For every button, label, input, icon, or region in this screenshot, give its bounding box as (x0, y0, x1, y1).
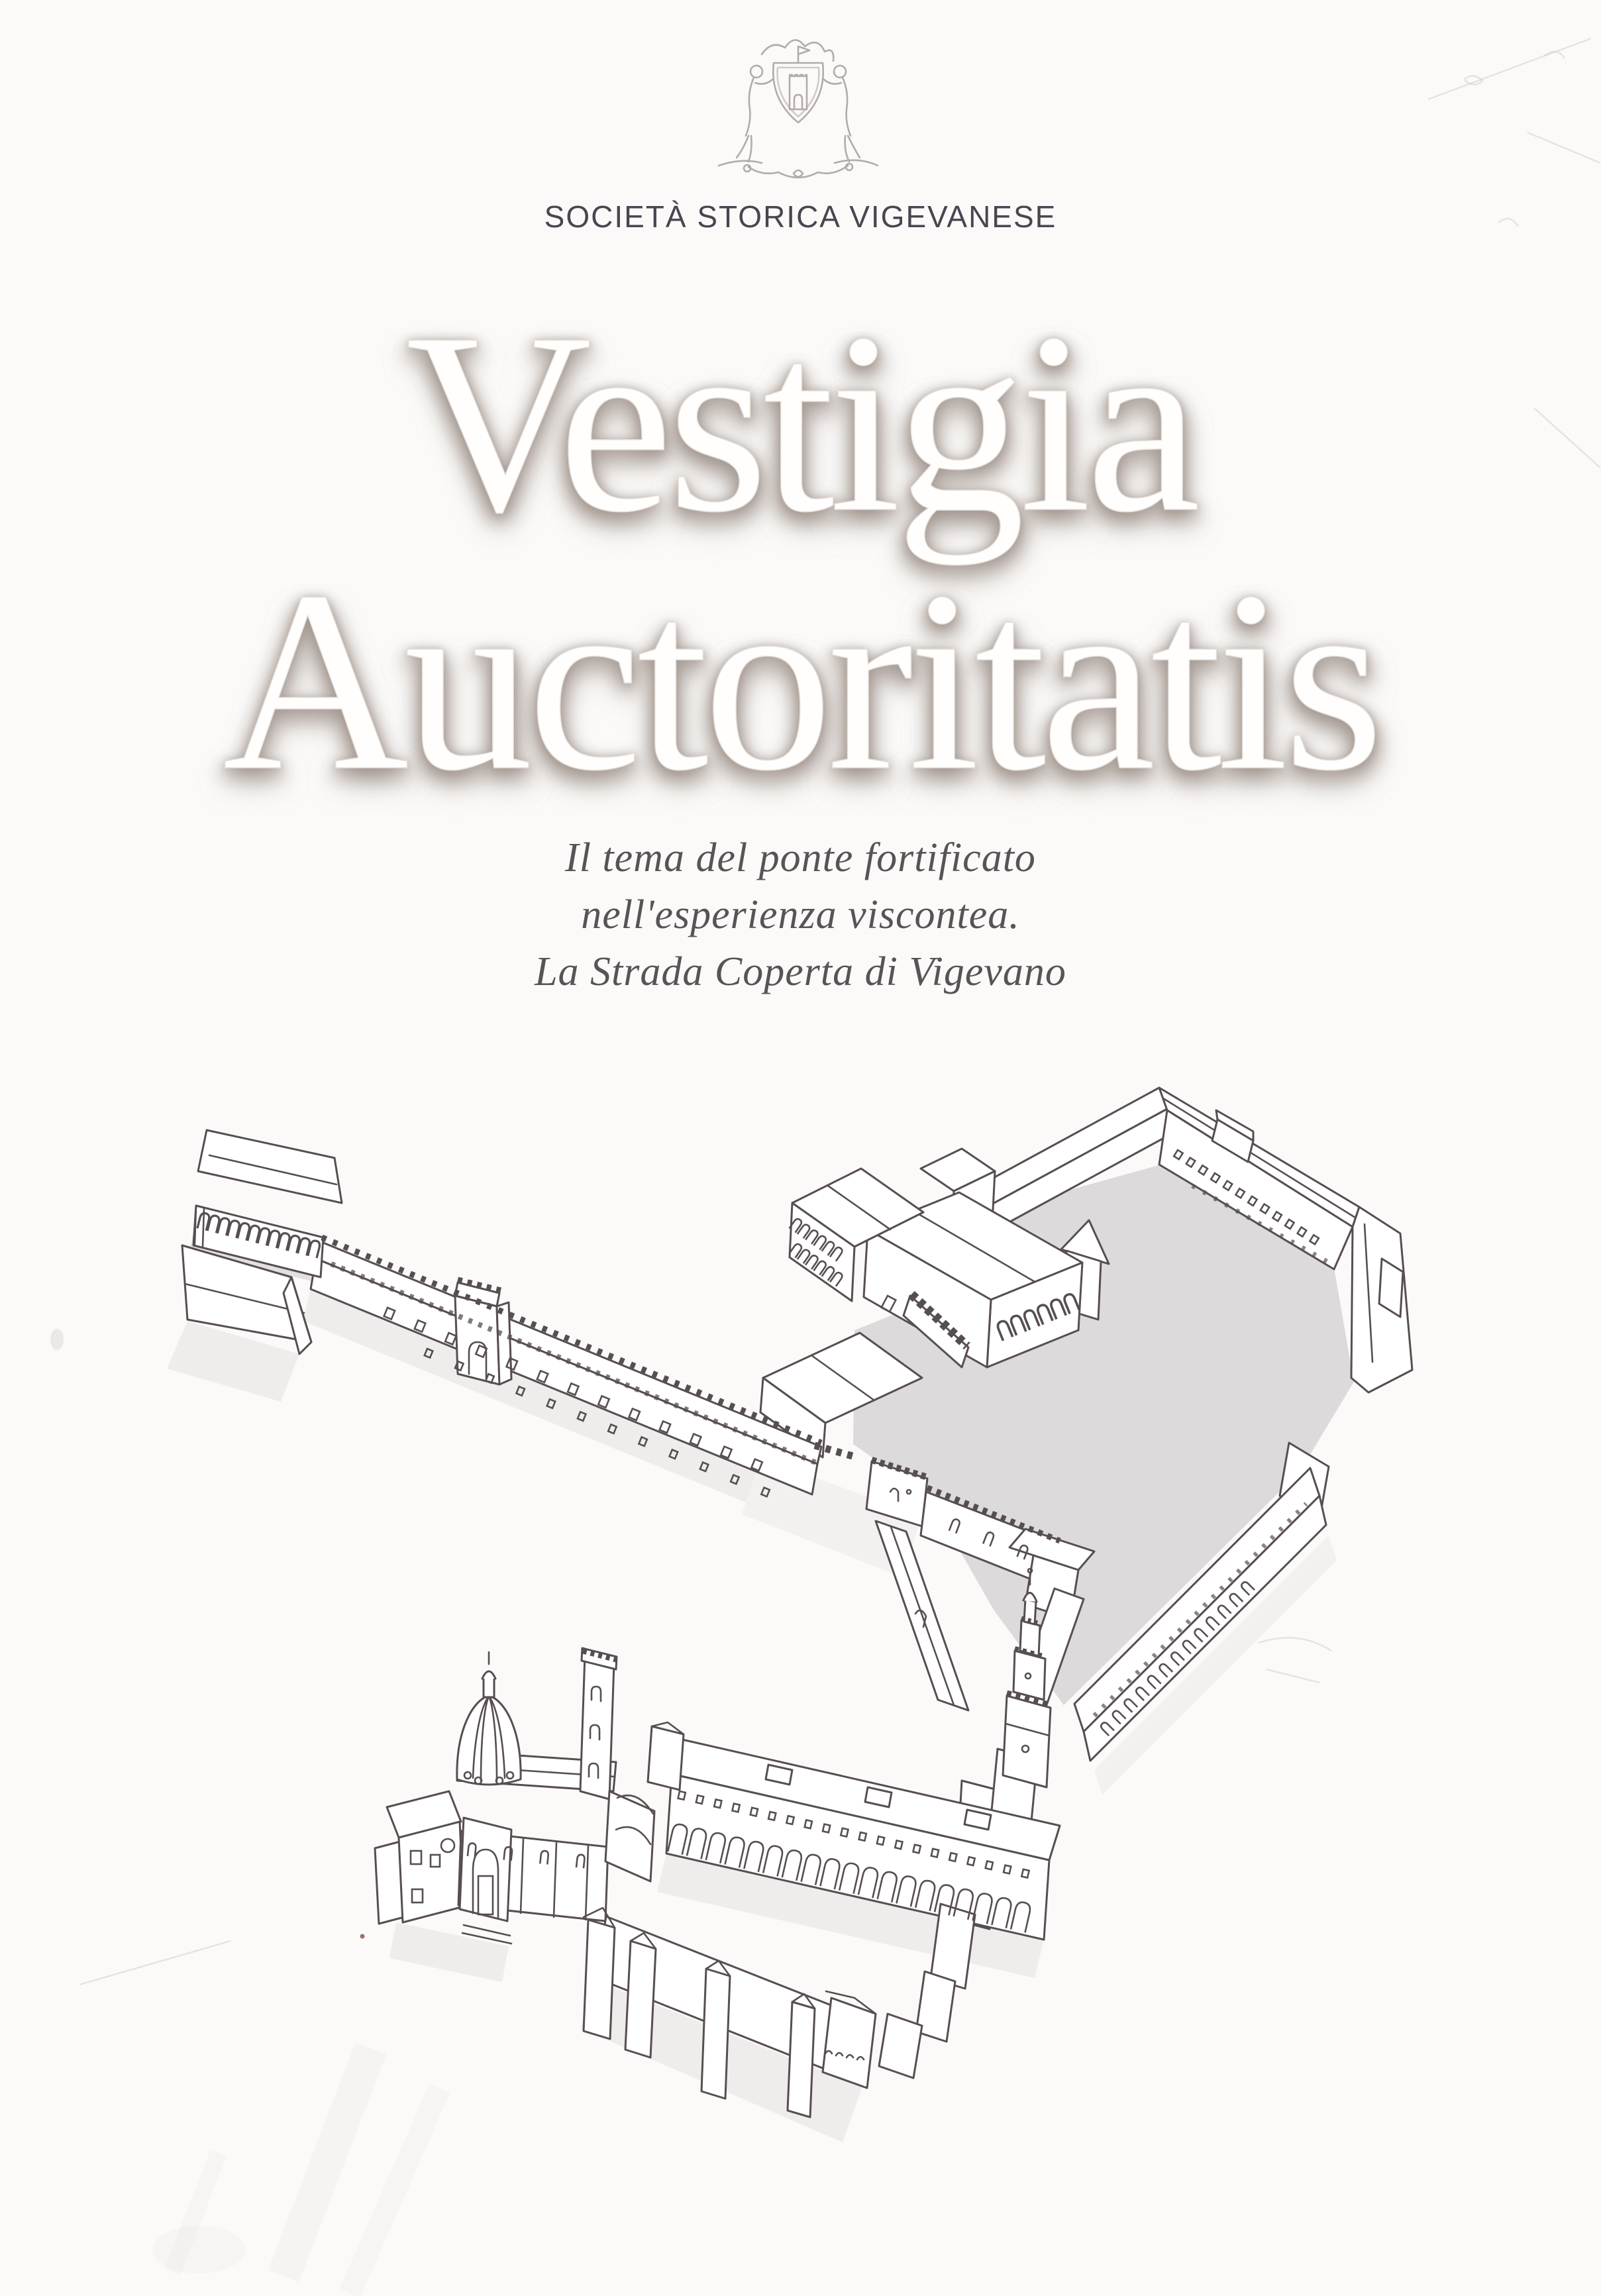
publisher-name: SOCIETÀ STORICA VIGEVANESE (544, 199, 1057, 234)
subtitle-line-1: Il tema del ponte fortificato (565, 835, 1036, 880)
societa-storica-vigevanese-crest-icon (682, 26, 914, 199)
subtitle-line-3: La Strada Coperta di Vigevano (535, 949, 1066, 994)
title-line-1: Vestigia (405, 280, 1196, 566)
strada-coperta-bridge (311, 1241, 821, 1494)
subtitle (0, 829, 1601, 1000)
title-line-2: Auctoritatis (222, 538, 1379, 824)
subtitle-line-2: nell'esperienza viscontea. (581, 892, 1020, 937)
duomo-cathedral (375, 1648, 654, 1944)
